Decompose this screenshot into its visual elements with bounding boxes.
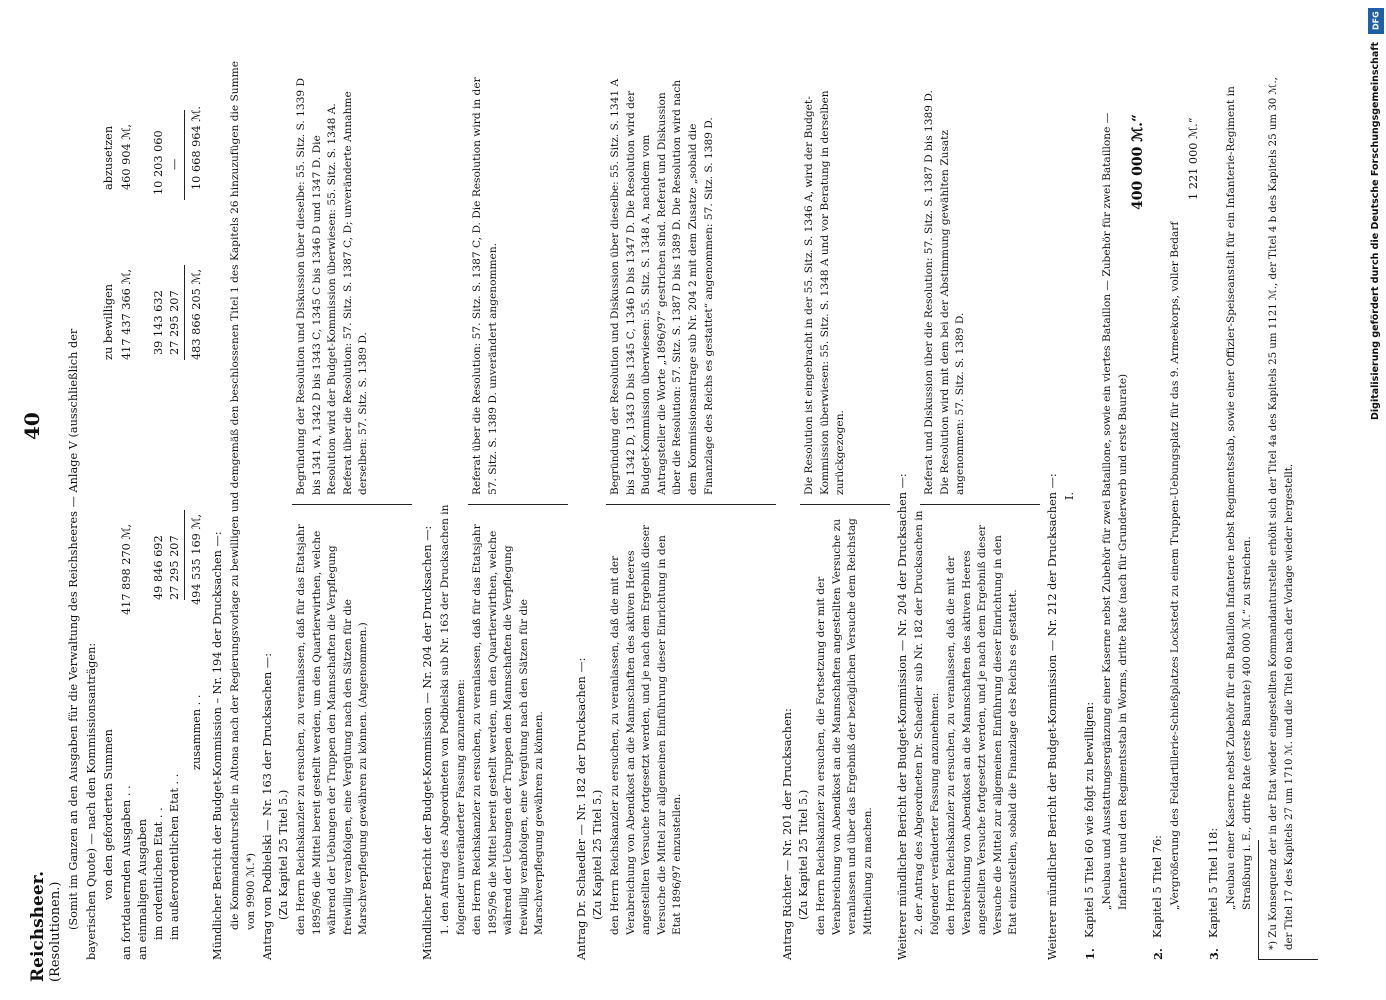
item-number: 3.	[1207, 948, 1221, 960]
resolution-text: den Herrn Reichskanzler zu ersuchen, zu veranlassen, daß die mit der Verabreichung von Abendkost an die Mannschaften des aktiven Heeres angestellten Versuche fortgesetzt werden, und je nach dem Ergebniß dieser Versuche die Mittel zur allgemeinen Einführung dieser Einrichtung in den Etat 1896/97 einzustellen.	[609, 524, 684, 935]
total-granted: 483 866 205 ℳ,	[190, 268, 203, 360]
section-text: 2. der Antrag des Abgeordneten Dr. Schaedler sub Nr. 182 der Drucksachen in folgender veränderter Fassung anzunehmen:	[913, 510, 941, 935]
section-subtitle: (Zu Kapitel 25 Titel 5.)	[277, 789, 290, 920]
row-granted: 27 295 207	[168, 290, 181, 355]
column-rule	[292, 504, 412, 505]
section-title: Antrag Richter — Nr. 201 der Drucksachen:	[781, 708, 794, 960]
footnote-rule	[1258, 840, 1259, 960]
resolution-text: den Herrn Reichskanzler zu ersuchen, zu veranlassen, daß für das Etatsjahr 1895/96 die Mittel bereit gestellt werden, um den Quartierwirthen, welche während der Uebungen der Truppen den Mannschaften die Verpflegung freiwillig verabfolgen, eine Vergütung nach den Sätzen für die Marschverpflegung gewähren zu können. (Angenommen.)	[295, 524, 370, 935]
section-title: Antrag Dr. Schaedler — Nr. 182 der Drucksachen —:	[575, 657, 588, 960]
section-subtitle: (Zu Kapitel 25 Titel 5.)	[797, 789, 810, 920]
row-struck: 460 904 ℳ,	[120, 124, 133, 190]
row-struck: 10 203 060	[152, 130, 165, 195]
dfg-funding-note: Digitalisierung gefördert durch die Deutsche Forschungsgemeinschaft	[1370, 42, 1381, 420]
section-header: Reichsheer.	[28, 871, 48, 982]
row-struck: —	[168, 158, 181, 170]
sum-rule	[184, 265, 185, 360]
total-demanded: 494 535 169 ℳ,	[190, 513, 203, 605]
item-text: „Neubau einer Kaserne nebst Zubehör für ein Bataillon Infanterie nebst Regimentsstab, sowie einer Offizier-Speiseanstalt für ein Infanterie-Regiment in Straßburg i. E., dritte Rate (erste Baurate) 400 000 ℳ.“ zu streichen.	[1225, 86, 1253, 910]
item-head: Kapitel 5 Titel 76:	[1151, 835, 1164, 938]
row-label: an fortdauernden Ausgaben . .	[120, 785, 133, 960]
item-text: „Vergrößerung des Feldartillerie-Schießplatzes Lockstedt zu einem Truppen-Uebungsplatz für das 9. Armeekorps, voller Bedarf	[1169, 221, 1181, 910]
row-label: an einmaligen Ausgaben	[136, 818, 149, 960]
dfg-logo: DFG	[1368, 8, 1384, 34]
section-title: Mündlicher Bericht der Budget-Kommission – Nr. 194 der Drucksachen —:	[211, 531, 224, 960]
item-head: Kapitel 5 Titel 60 wie folgt zu bewilligen:	[1083, 701, 1096, 938]
section-subtitle: (Zu Kapitel 25 Titel 5.)	[591, 789, 604, 920]
total-label: zusammen . .	[190, 694, 203, 770]
footnote: *) Zu Konsequenz der in der Etat wieder eingestellten Kommandanturstelle erhöht sich der Titel 4a des Kapitels 25 um 1121 ℳ., der Titel 4 b des Kapitels 25 um 30 ℳ., der Titel 17 des Kapitels 27 um 1710 ℳ. und die Titel 60 nach der Vorlage wieder hergestellt.	[1268, 77, 1295, 950]
resolution-text: den Herrn Reichskanzler zu ersuchen, die Fortsetzung der mit der Verabreichung von Abendkost an die Mannschaften angestellten Versuche zu veranlassen und über das Ergebniß der bezüglichen Versuche dem Reichstag Mittheilung zu machen.	[815, 518, 874, 935]
intro-line-2: bayerischen Quote) — nach den Kommissionsanträgen:	[85, 642, 98, 960]
section-title: Mündlicher Bericht der Budget-Kommission — Nr. 204 der Drucksachen —:	[421, 525, 434, 960]
row-demanded: 417 898 270 ℳ,	[120, 523, 133, 615]
row-granted: 417 437 366 ℳ,	[120, 268, 133, 360]
col-demand-header: von den geforderten Summen	[102, 729, 115, 900]
col-grant-header: zu bewilligen	[102, 283, 115, 360]
resolution-note: Referat über die Resolution: 57. Sitz. S. 1387 C, D. Die Resolution wird in der 57. Sitz. S. 1389 D. unverändert angenommen.	[471, 77, 499, 495]
section-subheader: (Resolutionen.)	[48, 881, 63, 982]
resolution-note: Begründung der Resolution und Diskussion über dieselbe: 55. Sitz. S. 1341 A bis 1342 D, 1343 D bis 1345 C, 1346 D bis 1347 D. Die Resolution wird der Budget-Kommission überwiesen: 55. Sitz. S. 1348 A, nachdem vom Antragsteller die Worte „1896/97“ gestrichen sind. Referat und Diskussion über die Resolution: 57. Sitz. S. 1387 D bis 1389 D. Die Resolution wird nach dem Kommissionsantrage sub Nr. 204 2 mit dem Zusatze „sobald die Finanzlage des Reichs es gestattet“ angenommen: 57. Sitz. S. 1389 D.	[609, 78, 715, 495]
intro-line-1: (Somit im Ganzen an den Ausgaben für die Verwaltung des Reichsheeres — Anlage V (ausschließlich der	[67, 328, 80, 930]
row-demanded: 49 846 692	[152, 535, 165, 600]
section-text: die Kommandanturstelle in Altona nach der Regierungsvorlage zu bewilligen und demgemäß den beschlossenen Titel 1 des Kapitels 26 hinzuzufügen die Summe von 9900 ℳ.*)	[229, 61, 257, 930]
column-rule	[606, 504, 776, 505]
resolution-note: Begründung der Resolution und Diskussion über dieselbe: 55. Sitz. S. 1339 D bis 1341 A, 1342 D bis 1343 C, 1345 C bis 1346 D und 1347 D. Die Resolution wird der Budget-Kommission überwiesen: 55. Sitz. S. 1348 A. Referat über die Resolution: 57. Sitz. S. 1387 C, D; unveränderte Annahme derselben: 57. Sitz. S. 1389 D.	[295, 78, 370, 495]
item-text: „Neubau und Ausstattungsergänzung einer Kaserne nebst Zubehör für zwei Bataillone, sowie ein viertes Bataillon — Zubehör für zwei Bataillone — Infanterie und den Regimentsstab in Worms, dritte Rate (nach für Grunderwerb und erste Baurate)	[1101, 112, 1129, 910]
item-head: Kapitel 5 Titel 118:	[1207, 827, 1220, 938]
row-granted: 39 143 632	[152, 290, 165, 355]
item-number: 1.	[1083, 948, 1097, 960]
item-number: 2.	[1151, 948, 1165, 960]
column-rule	[468, 504, 568, 505]
footnote-rule-vertical	[1258, 959, 1318, 960]
resolution-note: Die Resolution ist eingebracht in der 55. Sitz. S. 1346 A, wird der Budget-Kommission überwiesen: 55. Sitz. S. 1348 A und vor Beratung in derselben zurückgezogen.	[803, 90, 847, 495]
column-rule	[920, 504, 1040, 505]
page-number: 40	[20, 412, 44, 440]
section-numeral: I.	[1063, 491, 1076, 500]
sum-rule	[184, 110, 185, 200]
column-rule	[800, 504, 890, 505]
item-amount: 400 000 ℳ.“	[1130, 113, 1146, 210]
resolution-note: Referat und Diskussion über die Resolution: 57. Sitz. S. 1387 D bis 1389 D. Die Resolution wird mit dem bei der Abstimmung gewählten Zusatz angenommen: 57. Sitz. S. 1389 D.	[923, 90, 967, 495]
sum-rule	[184, 510, 185, 600]
total-struck: 10 668 964 ℳ.	[190, 106, 203, 190]
section-title: Weiterer mündlicher Bericht der Budget-Kommission — Nr. 204 der Drucksachen —:	[896, 473, 909, 960]
resolution-text: den Herrn Reichskanzler zu ersuchen, zu veranlassen, daß die mit der Verabreichung von Abendkost an die Mannschaften des aktiven Heeres angestellten Versuche fortgesetzt werden, und je nach dem Ergebniß dieser Versuche die Mittel zur allgemeinen Einführung dieser Einrichtung in den Etat einzustellen, sobald die Finanzlage des Reichs es gestattet.	[945, 524, 1020, 935]
item-amount: 1 221 000 ℳ.“	[1187, 117, 1200, 200]
section-title: Antrag von Podbielski — Nr. 163 der Drucksachen —:	[261, 652, 274, 960]
section-title: Weiterer mündlicher Bericht der Budget-Kommission — Nr. 212 der Drucksachen —:	[1046, 473, 1059, 960]
row-demanded: 27 295 207	[168, 535, 181, 600]
row-label: im außerordentlichen Etat . .	[168, 773, 181, 940]
resolution-text: den Herrn Reichskanzler zu ersuchen, zu veranlassen, daß für das Etatsjahr 1895/96 die Mittel bereit gestellt werden, um den Quartierwirthen, welche während der Uebungen der Truppen den Mannschaften die Verpflegung freiwillig verabfolgen, eine Vergütung nach den Sätzen für die Marschverpflegung gewähren zu können.	[471, 524, 546, 935]
section-text: 1. den Antrag des Abgeordneten von Podbielski sub Nr. 163 der Drucksachen in folgender unveränderter Fassung anzunehmen:	[439, 504, 467, 935]
col-strike-header: abzusetzen	[102, 125, 115, 190]
row-label: im ordentlichen Etat . .	[152, 807, 165, 940]
